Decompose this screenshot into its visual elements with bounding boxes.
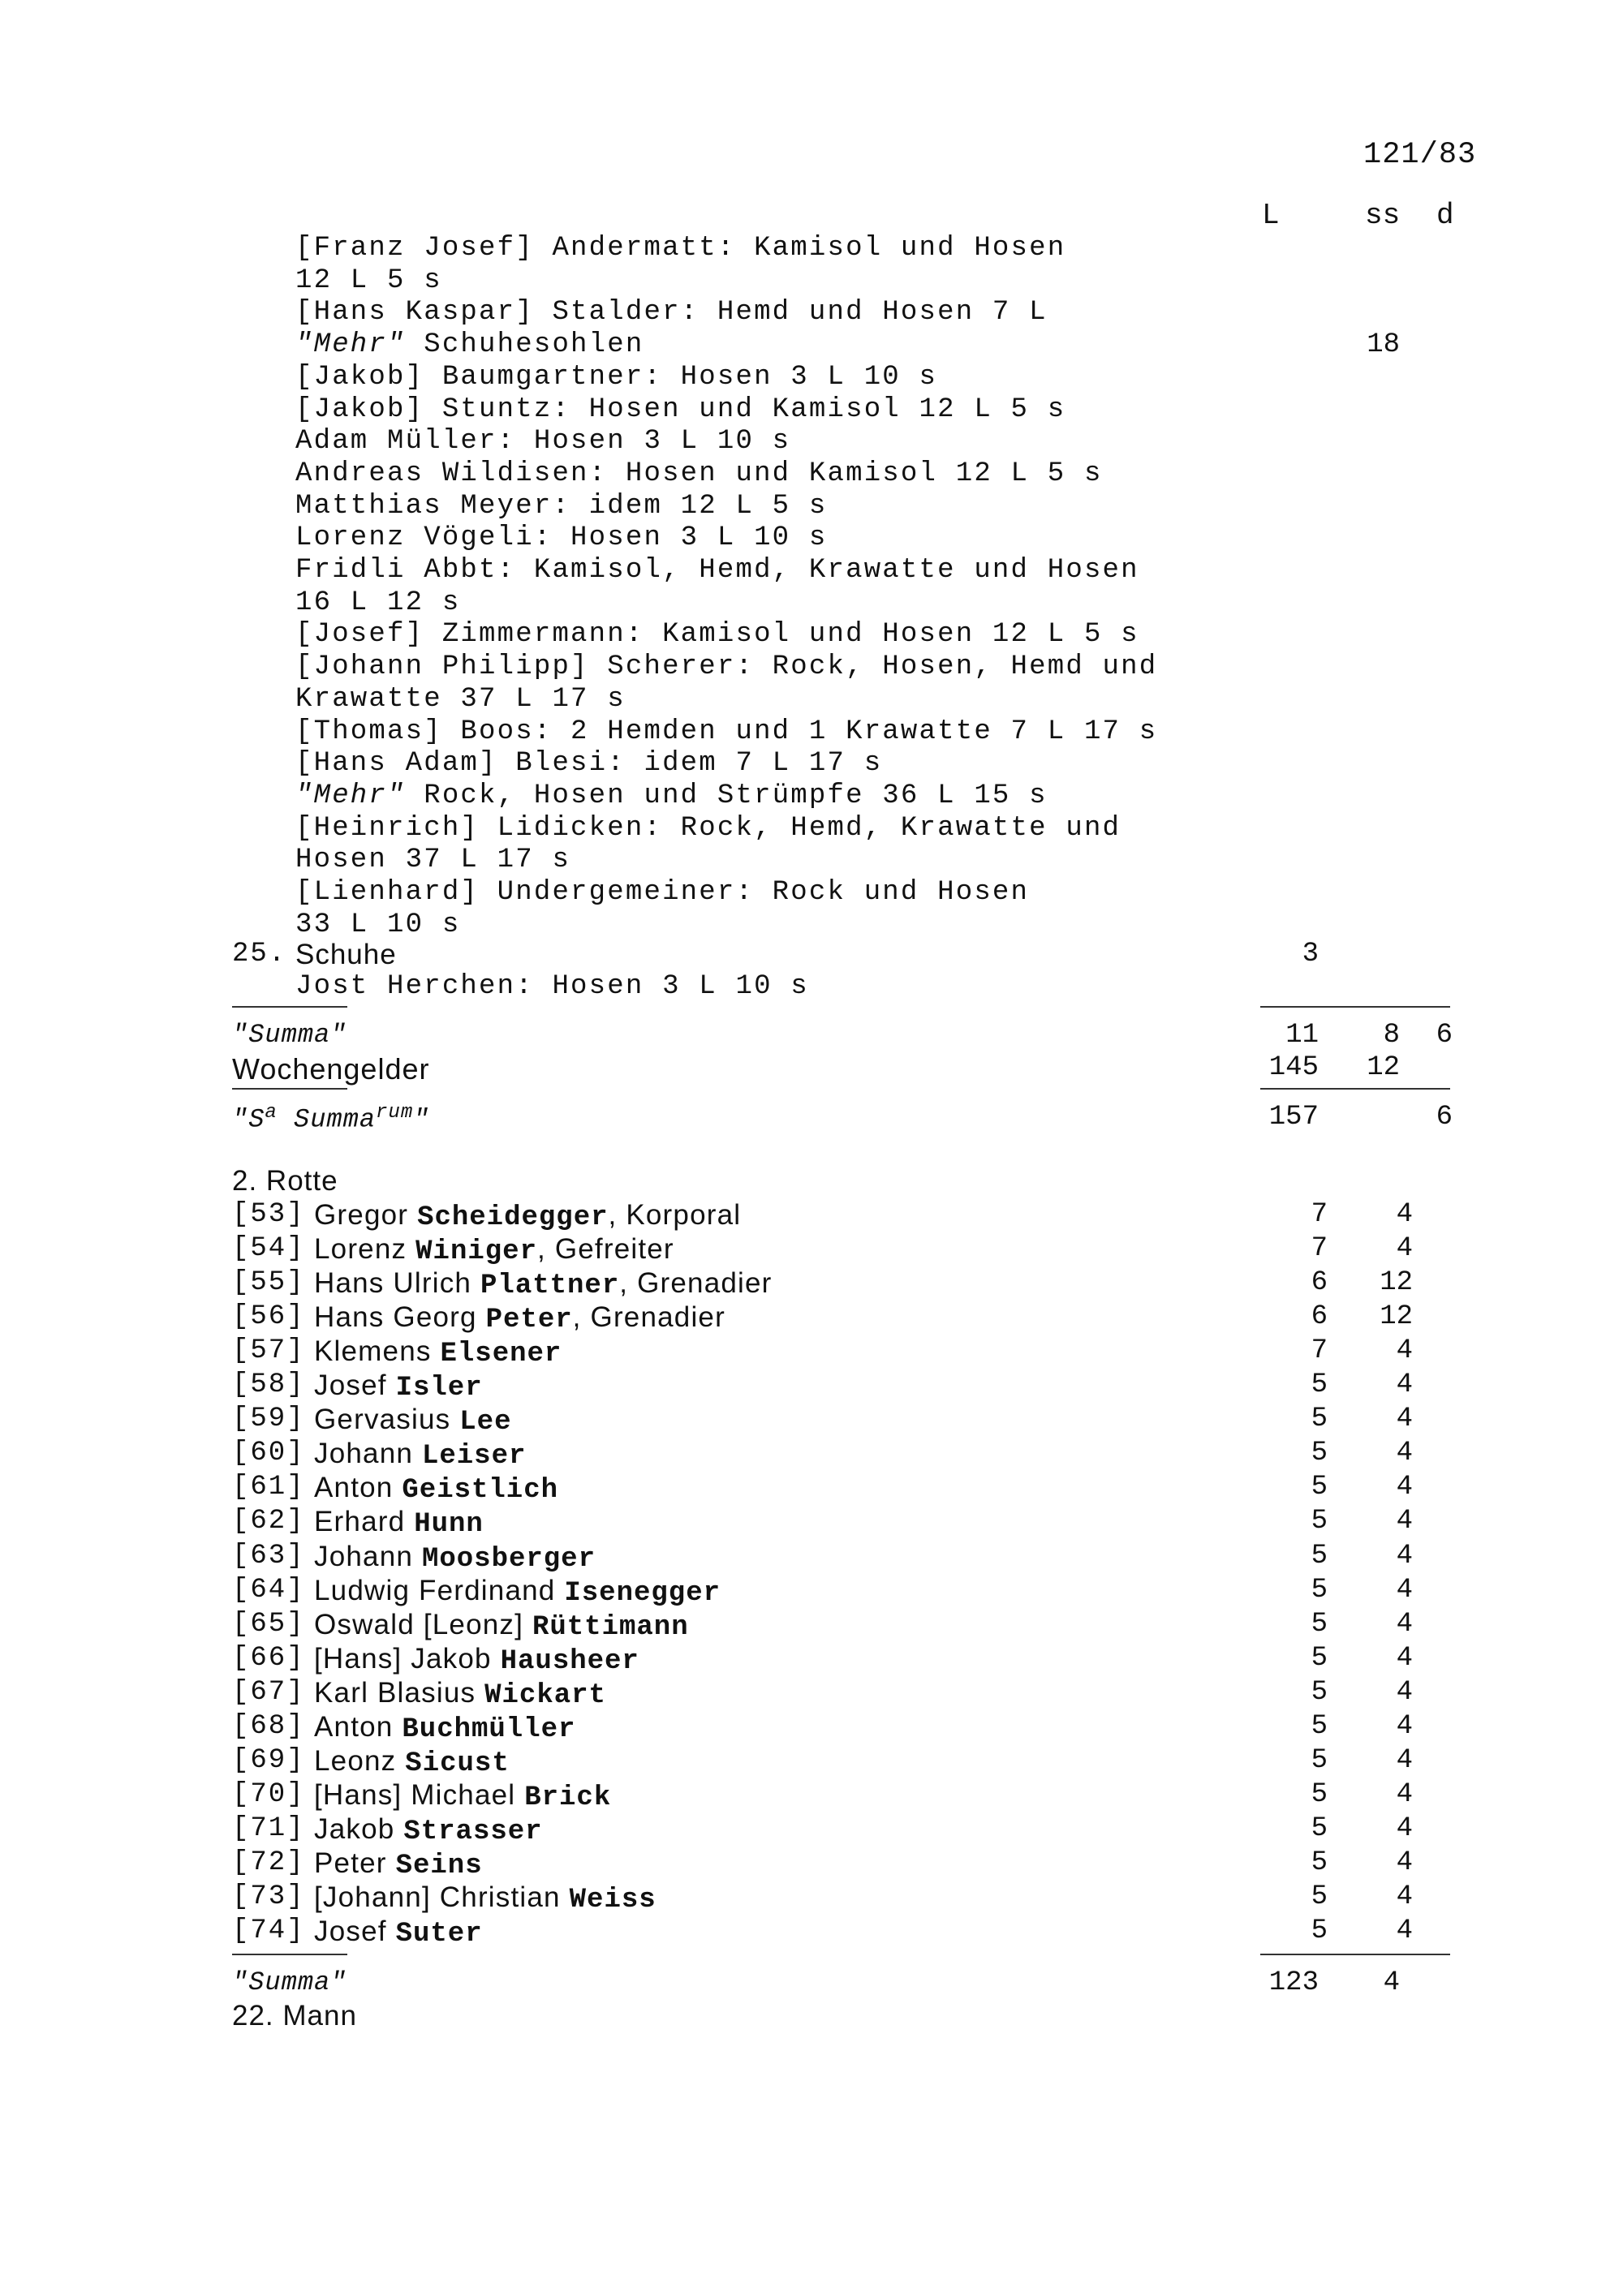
- entry-text: Schuhesohlen: [405, 329, 644, 360]
- entry-line: [295, 651, 1157, 682]
- soldier-row: [232, 1233, 1449, 1267]
- entry-line: [295, 780, 1048, 811]
- entry-line: [295, 362, 937, 393]
- given-name: Johann: [314, 1541, 422, 1572]
- given-name: Hans Georg: [314, 1301, 486, 1333]
- entry-line: [295, 877, 1029, 908]
- rule-right-3: [1260, 1954, 1450, 1955]
- given-name: Peter: [314, 1847, 396, 1879]
- soldier-ss-value: 4: [1396, 1335, 1413, 1366]
- entry-text: [Heinrich] Lidicken: Rock, Hemd, Krawatte und: [295, 813, 1121, 844]
- item-25-sub-entry: Jost Herchen: Hosen 3 L 10 s: [295, 971, 809, 1002]
- surname: Rüttimann: [532, 1612, 689, 1643]
- entry-line: [295, 909, 460, 940]
- soldier-name: [314, 1369, 483, 1404]
- entry-text: 12 L 5 s: [295, 265, 442, 296]
- soldier-name: [314, 1233, 674, 1267]
- surname: Winiger: [415, 1236, 537, 1267]
- soldier-ss-value: 4: [1396, 1881, 1413, 1912]
- soldier-l-value: 7: [1311, 1199, 1328, 1230]
- soldier-name: [314, 1438, 526, 1472]
- surname: Lee: [459, 1407, 512, 1438]
- entry-ss-value: 18: [1367, 329, 1400, 360]
- entry-line: [295, 522, 828, 553]
- soldier-row: [232, 1745, 1449, 1779]
- soldier-row: [232, 1472, 1449, 1506]
- soldier-name: [314, 1199, 741, 1233]
- surname: Buchmüller: [402, 1714, 576, 1745]
- entry-text: [Jakob] Baumgartner: Hosen 3 L 10 s: [295, 362, 938, 393]
- soldier-name: [314, 1711, 575, 1745]
- soldier-number: [53]: [232, 1199, 305, 1230]
- soldier-ss-value: 4: [1396, 1609, 1413, 1640]
- soldier-number: [66]: [232, 1643, 305, 1674]
- soldier-l-value: 6: [1311, 1267, 1328, 1298]
- soldier-name: [314, 1472, 558, 1506]
- given-name: Gregor: [314, 1199, 418, 1231]
- soldier-name: [314, 1813, 543, 1847]
- surname: Isler: [395, 1373, 483, 1404]
- soldier-number: [59]: [232, 1404, 305, 1434]
- soldier-number: [63]: [232, 1541, 305, 1572]
- soldier-name: [314, 1779, 611, 1813]
- soldier-number: [71]: [232, 1813, 305, 1844]
- summa-1-l: 11: [1285, 1020, 1319, 1051]
- summa-2-ss: 4: [1383, 1967, 1400, 1998]
- entry-text: Lorenz Vögeli: Hosen 3 L 10 s: [295, 522, 828, 553]
- summa-1-ss: 8: [1383, 1020, 1400, 1051]
- soldier-l-value: 5: [1311, 1745, 1328, 1776]
- entry-text: [Johann Philipp] Scherer: Rock, Hosen, Hemd und: [295, 651, 1158, 682]
- entry-text: Hosen 37 L 17 s: [295, 845, 571, 875]
- soldier-l-value: 5: [1311, 1779, 1328, 1810]
- entry-text: [Lienhard] Undergemeiner: Rock und Hosen: [295, 877, 1030, 908]
- soldier-ss-value: 12: [1380, 1301, 1413, 1332]
- rotte-title: 2. Rotte: [232, 1165, 338, 1197]
- soldier-name: [314, 1847, 483, 1881]
- soldier-row: [232, 1404, 1449, 1438]
- surname: Geistlich: [402, 1475, 559, 1506]
- soldier-number: [58]: [232, 1369, 305, 1400]
- soldier-number: [57]: [232, 1335, 305, 1366]
- soldier-name: [314, 1609, 689, 1643]
- soldier-number: [70]: [232, 1779, 305, 1810]
- surname: Suter: [395, 1919, 483, 1950]
- soldier-row: [232, 1438, 1449, 1472]
- entry-text: Krawatte 37 L 17 s: [295, 684, 626, 715]
- sa-summarum-d: 6: [1436, 1102, 1453, 1133]
- soldier-number: [69]: [232, 1745, 305, 1776]
- soldier-number: [62]: [232, 1506, 305, 1537]
- given-name: Oswald [Leonz]: [314, 1609, 532, 1640]
- entry-text: Matthias Meyer: idem 12 L 5 s: [295, 491, 828, 522]
- given-name: Hans Ulrich: [314, 1267, 481, 1299]
- entry-line: [295, 845, 570, 875]
- surname: Weiss: [569, 1885, 657, 1915]
- entry-line: [295, 716, 1157, 747]
- soldier-number: [68]: [232, 1711, 305, 1742]
- summa-label-2: "Summa": [232, 1967, 347, 1997]
- mann-count: 22. Mann: [232, 2000, 357, 2032]
- entry-text: 16 L 12 s: [295, 587, 461, 618]
- soldier-number: [56]: [232, 1301, 305, 1332]
- entry-line: [295, 233, 1065, 264]
- given-name: Jakob: [314, 1813, 404, 1845]
- given-name: [Hans] Jakob: [314, 1643, 501, 1675]
- soldier-name: [314, 1575, 721, 1609]
- soldier-number: [55]: [232, 1267, 305, 1298]
- surname: Scheidegger: [417, 1202, 609, 1233]
- given-name: Leonz: [314, 1745, 406, 1777]
- soldier-ss-value: 4: [1396, 1813, 1413, 1844]
- soldier-ss-value: 4: [1396, 1745, 1413, 1776]
- soldier-l-value: 5: [1311, 1711, 1328, 1742]
- entry-text: Andreas Wildisen: Hosen und Kamisol 12 L 5 s: [295, 458, 1103, 489]
- soldier-row: [232, 1609, 1449, 1643]
- soldier-ss-value: 4: [1396, 1915, 1413, 1946]
- soldier-l-value: 5: [1311, 1404, 1328, 1434]
- soldier-l-value: 5: [1311, 1677, 1328, 1708]
- wochengelder-l: 145: [1268, 1052, 1319, 1083]
- soldier-number: [60]: [232, 1438, 305, 1468]
- given-name: Josef: [314, 1369, 396, 1401]
- soldier-number: [72]: [232, 1847, 305, 1878]
- sa-summarum-l: 157: [1268, 1102, 1319, 1133]
- entry-line: [295, 587, 460, 618]
- rule-left-1: [232, 1006, 347, 1008]
- entry-line: [295, 426, 790, 457]
- entry-line: [295, 491, 828, 522]
- given-name: Lorenz: [314, 1233, 416, 1265]
- soldier-row: [232, 1711, 1449, 1745]
- given-name: Ludwig Ferdinand: [314, 1575, 565, 1606]
- given-name: Karl Blasius: [314, 1677, 485, 1709]
- soldier-ss-value: 4: [1396, 1711, 1413, 1742]
- soldier-l-value: 5: [1311, 1813, 1328, 1844]
- sa-summarum-label: "$S^a$ Summa$^{rum}$": [232, 1102, 430, 1135]
- surname: Peter: [485, 1305, 573, 1335]
- soldier-row: [232, 1199, 1449, 1233]
- rule-left-3: [232, 1954, 347, 1955]
- summa-1-d: 6: [1436, 1020, 1453, 1051]
- soldier-row: [232, 1267, 1449, 1301]
- summa-2-l: 123: [1268, 1967, 1319, 1998]
- entry-line: [295, 555, 1139, 586]
- surname: Elsener: [440, 1339, 562, 1369]
- given-name: Anton: [314, 1711, 403, 1743]
- wochengelder-label: Wochengelder: [232, 1052, 430, 1086]
- soldier-name: [314, 1404, 512, 1438]
- summa-label-1: "Summa": [232, 1020, 347, 1050]
- soldier-l-value: 5: [1311, 1369, 1328, 1400]
- entry-text: 33 L 10 s: [295, 909, 461, 940]
- soldier-row: [232, 1643, 1449, 1677]
- given-name: [Hans] Michael: [314, 1779, 525, 1811]
- soldier-l-value: 7: [1311, 1233, 1328, 1264]
- entry-text: Rock, Hosen und Strümpfe 36 L 15 s: [405, 780, 1048, 811]
- rank: , Grenadier: [619, 1267, 773, 1299]
- soldier-l-value: 5: [1311, 1915, 1328, 1946]
- entry-line: [295, 619, 1139, 650]
- soldier-ss-value: 4: [1396, 1438, 1413, 1468]
- soldier-ss-value: 4: [1396, 1677, 1413, 1708]
- soldier-ss-value: 4: [1396, 1643, 1413, 1674]
- entry-line: [295, 684, 626, 715]
- soldier-ss-value: 4: [1396, 1369, 1413, 1400]
- mehr-prefix: "Mehr": [295, 329, 406, 360]
- entry-line: [295, 394, 1065, 425]
- rule-right-1: [1260, 1006, 1450, 1008]
- soldier-number: [65]: [232, 1609, 305, 1640]
- soldier-ss-value: 4: [1396, 1472, 1413, 1503]
- soldier-l-value: 5: [1311, 1506, 1328, 1537]
- entry-text: [Franz Josef] Andermatt: Kamisol und Hosen: [295, 233, 1066, 264]
- given-name: Johann: [314, 1438, 422, 1469]
- soldier-row: [232, 1779, 1449, 1813]
- soldier-ss-value: 4: [1396, 1847, 1413, 1878]
- rank: , Grenadier: [572, 1301, 725, 1333]
- soldier-l-value: 5: [1311, 1643, 1328, 1674]
- soldier-name: [314, 1267, 773, 1301]
- soldier-name: [314, 1301, 725, 1335]
- surname: Hausheer: [500, 1646, 639, 1677]
- item-25-l-value: 3: [1302, 939, 1319, 970]
- surname: Wickart: [484, 1680, 606, 1711]
- item-25-label: Schuhe: [295, 939, 397, 970]
- soldier-row: [232, 1677, 1449, 1711]
- entry-text: Fridli Abbt: Kamisol, Hemd, Krawatte und Hosen: [295, 555, 1139, 586]
- soldier-number: [74]: [232, 1915, 305, 1946]
- soldier-l-value: 5: [1311, 1472, 1328, 1503]
- surname: Seins: [395, 1851, 483, 1881]
- soldier-name: [314, 1506, 484, 1540]
- column-header-ss: ss: [1365, 199, 1401, 232]
- soldier-number: [67]: [232, 1677, 305, 1708]
- soldier-row: [232, 1813, 1449, 1847]
- entry-line: [295, 329, 644, 360]
- soldier-l-value: 6: [1311, 1301, 1328, 1332]
- soldier-ss-value: 12: [1380, 1267, 1413, 1298]
- soldier-l-value: 7: [1311, 1335, 1328, 1366]
- soldier-number: [73]: [232, 1881, 305, 1912]
- soldier-name: [314, 1541, 596, 1575]
- soldier-row: [232, 1541, 1449, 1575]
- rule-left-2: [232, 1088, 347, 1090]
- soldier-name: [314, 1745, 510, 1779]
- soldier-row: [232, 1369, 1449, 1404]
- given-name: Anton: [314, 1472, 403, 1503]
- surname: Leiser: [421, 1441, 527, 1472]
- soldier-name: [314, 1643, 639, 1677]
- surname: Sicust: [405, 1748, 510, 1779]
- surname: Plattner: [480, 1271, 620, 1301]
- rule-right-2: [1260, 1088, 1450, 1090]
- surname: Isenegger: [564, 1578, 721, 1609]
- soldier-name: [314, 1335, 562, 1369]
- soldier-row: [232, 1335, 1449, 1369]
- entry-text: [Hans Kaspar] Stalder: Hemd und Hosen 7 L: [295, 297, 1048, 328]
- entry-line: [295, 265, 442, 296]
- soldier-row: [232, 1301, 1449, 1335]
- given-name: Gervasius: [314, 1404, 460, 1435]
- wochengelder-ss: 12: [1367, 1052, 1400, 1083]
- entry-line: [295, 458, 1103, 489]
- rank: , Korporal: [608, 1199, 742, 1231]
- soldier-number: [61]: [232, 1472, 305, 1503]
- column-header-d: d: [1436, 199, 1454, 232]
- soldier-name: [314, 1677, 606, 1711]
- entry-text: [Hans Adam] Blesi: idem 7 L 17 s: [295, 748, 883, 779]
- soldier-row: [232, 1575, 1449, 1609]
- rank: , Gefreiter: [536, 1233, 674, 1265]
- soldier-l-value: 5: [1311, 1438, 1328, 1468]
- soldier-ss-value: 4: [1396, 1506, 1413, 1537]
- soldier-ss-value: 4: [1396, 1541, 1413, 1572]
- column-header-l: L: [1262, 199, 1280, 232]
- soldier-ss-value: 4: [1396, 1404, 1413, 1434]
- entry-line: [295, 297, 1048, 328]
- entry-text: [Josef] Zimmermann: Kamisol und Hosen 12 L 5 s: [295, 619, 1139, 650]
- given-name: [Johann] Christian: [314, 1881, 570, 1913]
- mehr-prefix: "Mehr": [295, 780, 406, 811]
- page-number: 121/83: [1363, 138, 1477, 172]
- soldier-name: [314, 1915, 483, 1950]
- soldier-row: [232, 1506, 1449, 1540]
- soldier-l-value: 5: [1311, 1881, 1328, 1912]
- given-name: Klemens: [314, 1335, 441, 1367]
- surname: Brick: [524, 1782, 612, 1813]
- surname: Moosberger: [421, 1544, 596, 1575]
- given-name: Josef: [314, 1915, 396, 1947]
- soldier-number: [64]: [232, 1575, 305, 1606]
- soldier-l-value: 5: [1311, 1847, 1328, 1878]
- soldier-row: [232, 1915, 1449, 1950]
- item-25-number: 25.: [232, 939, 287, 970]
- surname: Hunn: [414, 1509, 484, 1540]
- soldier-l-value: 5: [1311, 1575, 1328, 1606]
- entry-line: [295, 813, 1121, 844]
- soldier-row: [232, 1881, 1449, 1915]
- soldier-l-value: 5: [1311, 1609, 1328, 1640]
- soldier-ss-value: 4: [1396, 1199, 1413, 1230]
- soldier-ss-value: 4: [1396, 1233, 1413, 1264]
- surname: Strasser: [403, 1817, 543, 1847]
- entry-line: [295, 748, 882, 779]
- soldier-ss-value: 4: [1396, 1575, 1413, 1606]
- entry-text: [Jakob] Stuntz: Hosen und Kamisol 12 L 5 s: [295, 394, 1066, 425]
- entry-text: [Thomas] Boos: 2 Hemden und 1 Krawatte 7 L 17 s: [295, 716, 1158, 747]
- given-name: Erhard: [314, 1506, 415, 1537]
- entry-text: Adam Müller: Hosen 3 L 10 s: [295, 426, 791, 457]
- soldier-row: [232, 1847, 1449, 1881]
- soldier-l-value: 5: [1311, 1541, 1328, 1572]
- soldier-ss-value: 4: [1396, 1779, 1413, 1810]
- soldier-name: [314, 1881, 657, 1915]
- soldier-number: [54]: [232, 1233, 305, 1264]
